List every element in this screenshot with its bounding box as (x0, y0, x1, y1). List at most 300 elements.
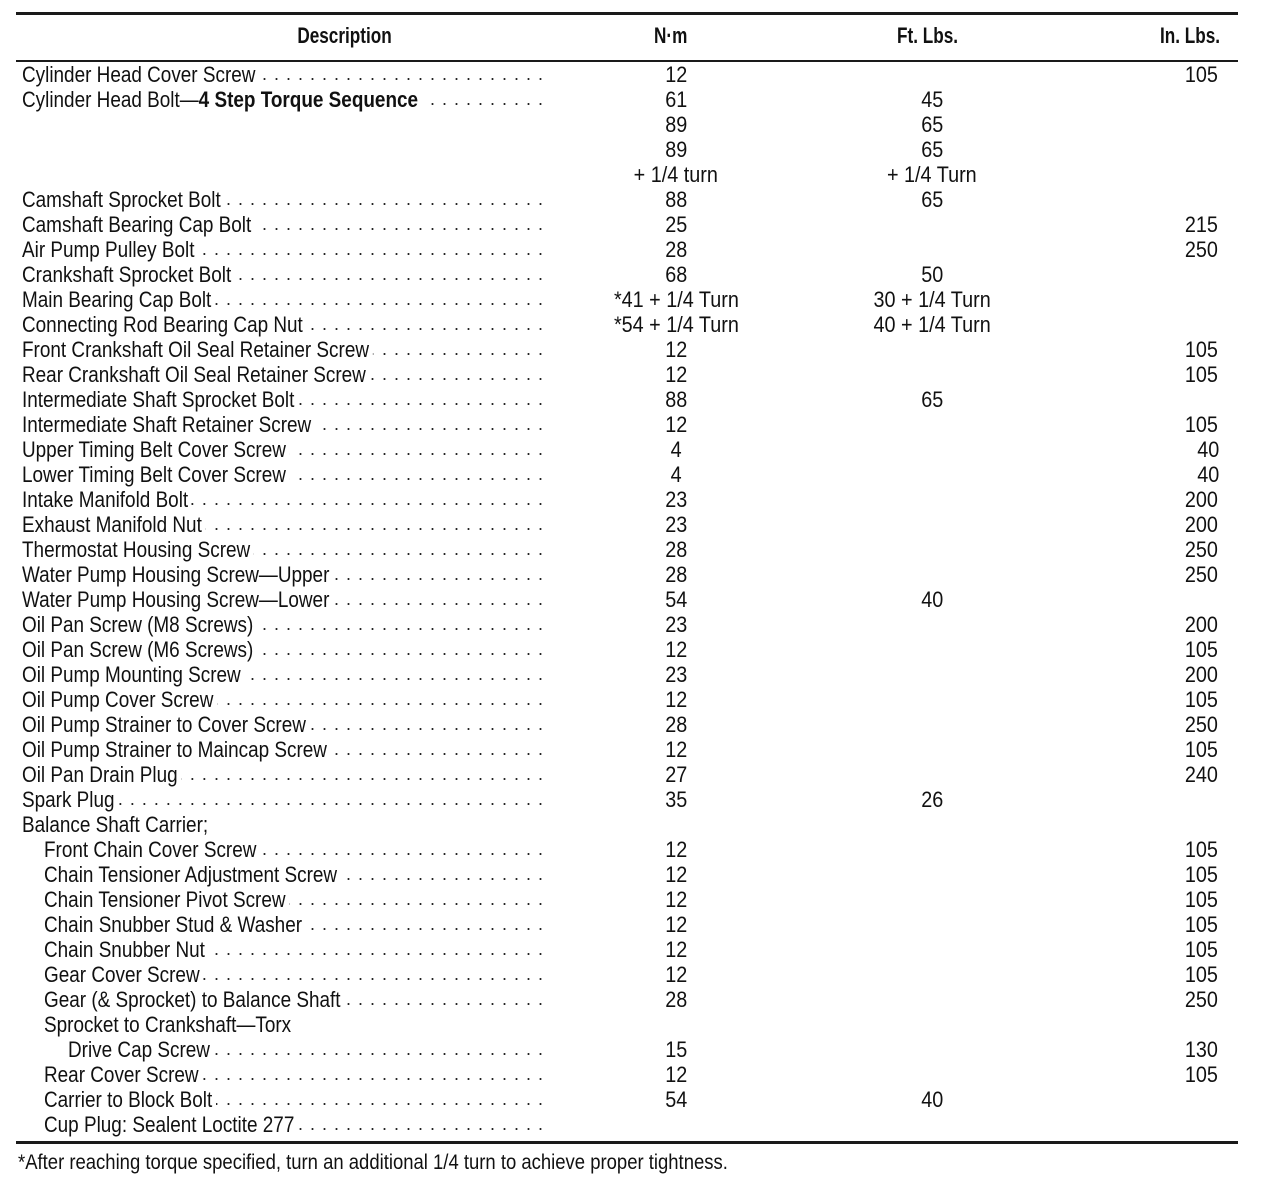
row-in-lbs-value (1110, 1087, 1220, 1112)
row-in-lbs-value (1110, 62, 1220, 87)
row-in-lbs-value (1110, 162, 1220, 187)
value-text: 250 (1185, 237, 1219, 262)
value-text: 12 (664, 637, 688, 662)
value-text: 105 (1185, 637, 1219, 662)
row-description-label: Sprocket to Crankshaft—Torx (44, 1012, 292, 1037)
row-description-label: Camshaft Sprocket Bolt (22, 187, 221, 212)
value-text: 200 (1185, 512, 1219, 537)
row-in-lbs-value (1110, 437, 1220, 462)
row-ft-lbs-value (832, 712, 1032, 737)
table-row (0, 87, 1264, 112)
value-text: 25 (664, 212, 688, 237)
header-ft-lbs: Ft. Lbs. (897, 23, 959, 48)
value-text: 40 (1196, 437, 1219, 462)
row-ft-lbs-value (832, 237, 1032, 262)
row-in-lbs-value (1110, 912, 1220, 937)
row-nm-value (576, 837, 776, 862)
row-in-lbs-value (1110, 612, 1220, 637)
row-description-text (44, 1012, 295, 1037)
row-ft-lbs-value (832, 612, 1032, 637)
row-description-label: Rear Crankshaft Oil Seal Retainer Screw (22, 362, 366, 387)
value-text: 12 (664, 862, 688, 887)
table-row (0, 1012, 1264, 1037)
row-ft-lbs-value (832, 487, 1032, 512)
row-description (22, 462, 544, 487)
row-description (22, 112, 544, 137)
row-description-label: Thermostat Housing Screw (22, 537, 251, 562)
row-in-lbs-value (1110, 287, 1220, 312)
value-text: 40 + 1/4 Turn (873, 312, 991, 337)
row-nm-value (576, 237, 776, 262)
row-ft-lbs-value (832, 987, 1032, 1012)
table-row (0, 962, 1264, 987)
table-row (0, 662, 1264, 687)
row-description-text (44, 887, 289, 912)
value-text: 23 (664, 662, 688, 687)
value-text: 12 (664, 887, 688, 912)
row-in-lbs-value (1110, 562, 1220, 587)
row-description (68, 1037, 544, 1062)
row-description (44, 987, 544, 1012)
row-in-lbs-value (1110, 837, 1220, 862)
value-text: 12 (664, 937, 688, 962)
row-description (22, 787, 544, 812)
row-in-lbs-value (1110, 362, 1220, 387)
value-text: 105 (1185, 337, 1219, 362)
table-row (0, 362, 1264, 387)
row-nm-value (576, 362, 776, 387)
value-text: 15 (664, 1037, 688, 1062)
table-row (0, 387, 1264, 412)
row-description-label: Intermediate Shaft Retainer Screw (22, 412, 312, 437)
row-description-label: Chain Tensioner Adjustment Screw (44, 862, 338, 887)
row-description (44, 1112, 544, 1137)
row-nm-value (576, 862, 776, 887)
row-description-label: Chain Tensioner Pivot Screw (44, 887, 286, 912)
table-row (0, 237, 1264, 262)
row-description (22, 412, 544, 437)
row-description-label: Front Chain Cover Screw (44, 837, 257, 862)
row-description-text (22, 337, 372, 362)
value-text: 105 (1185, 962, 1219, 987)
value-text: 54 (664, 1087, 688, 1112)
value-text: 240 (1185, 762, 1219, 787)
row-ft-lbs-value (832, 1087, 1032, 1112)
row-ft-lbs-value (832, 137, 1032, 162)
row-in-lbs-value (1110, 712, 1220, 737)
row-description-label: Drive Cap Screw (68, 1037, 210, 1062)
row-description-text (22, 687, 217, 712)
row-description-text (22, 387, 298, 412)
value-text: 250 (1185, 562, 1219, 587)
row-ft-lbs-value (832, 587, 1032, 612)
table-row (0, 912, 1264, 937)
row-description-text (22, 637, 257, 662)
row-ft-lbs-value (832, 787, 1032, 812)
row-nm-value (576, 312, 776, 337)
row-nm-value (576, 112, 776, 137)
row-in-lbs-value (1110, 1037, 1220, 1062)
row-description-text (22, 737, 330, 762)
row-ft-lbs-value (832, 912, 1032, 937)
table-row (0, 1087, 1264, 1112)
value-text: 4 (670, 462, 682, 487)
row-ft-lbs-value (832, 1012, 1032, 1037)
table-row (0, 1037, 1264, 1062)
row-ft-lbs-value (832, 1062, 1032, 1087)
value-text: 105 (1185, 1062, 1219, 1087)
value-text: 65 (920, 112, 944, 137)
value-text: 12 (664, 62, 688, 87)
row-description-text (22, 287, 215, 312)
row-nm-value (576, 62, 776, 87)
row-description-label: Gear (& Sprocket) to Balance Shaft (44, 987, 341, 1012)
row-nm-value (576, 1037, 776, 1062)
table-row (0, 837, 1264, 862)
row-description-emphasis: 4 Step Torque Sequence (198, 87, 419, 112)
row-description-text (22, 437, 289, 462)
row-in-lbs-value (1110, 637, 1220, 662)
row-nm-value (576, 787, 776, 812)
row-description (44, 962, 544, 987)
row-description (22, 737, 544, 762)
row-description-text (44, 962, 203, 987)
value-text: 105 (1185, 62, 1219, 87)
value-text: 250 (1185, 987, 1219, 1012)
value-text: 105 (1185, 412, 1219, 437)
row-in-lbs-value (1110, 87, 1220, 112)
row-description (22, 387, 544, 412)
row-description (22, 637, 544, 662)
value-text: 89 (664, 137, 688, 162)
value-text: 28 (664, 537, 688, 562)
value-text: 200 (1185, 487, 1219, 512)
table-row (0, 487, 1264, 512)
row-description-label: Water Pump Housing Screw—Upper (22, 562, 330, 587)
row-description-text (22, 787, 118, 812)
row-nm-value (576, 287, 776, 312)
row-in-lbs-value (1110, 962, 1220, 987)
footnote-text: *After reaching torque specified, turn an additional 1/4 turn to achieve proper tightness. (18, 1151, 728, 1174)
row-description (22, 812, 544, 837)
row-ft-lbs-value (832, 412, 1032, 437)
row-in-lbs-value (1110, 212, 1220, 237)
row-description-label: Upper Timing Belt Cover Screw (22, 437, 286, 462)
row-description-text (44, 837, 260, 862)
row-ft-lbs-value (832, 937, 1032, 962)
row-description (22, 212, 544, 237)
row-nm-value (576, 887, 776, 912)
value-text: 45 (920, 87, 944, 112)
value-text: 105 (1185, 912, 1219, 937)
row-in-lbs-value (1110, 987, 1220, 1012)
row-nm-value (576, 912, 776, 937)
row-nm-value (576, 137, 776, 162)
row-description (22, 62, 544, 87)
row-description-text (22, 812, 212, 837)
row-description (44, 912, 544, 937)
row-description-label: Cup Plug: Sealent Loctite 277 (44, 1112, 295, 1137)
value-text: 28 (664, 987, 688, 1012)
row-in-lbs-value (1110, 587, 1220, 612)
row-nm-value (576, 212, 776, 237)
row-description-label: Carrier to Block Bolt (44, 1087, 213, 1112)
row-ft-lbs-value (832, 512, 1032, 537)
value-text: 250 (1185, 712, 1219, 737)
row-ft-lbs-value (832, 762, 1032, 787)
row-description (22, 312, 544, 337)
table-row (0, 162, 1264, 187)
row-in-lbs-value (1110, 187, 1220, 212)
value-text: 105 (1185, 837, 1219, 862)
row-description-label: Oil Pump Cover Screw (22, 687, 214, 712)
row-nm-value (576, 562, 776, 587)
row-description-label: Rear Cover Screw (44, 1062, 199, 1087)
value-text: 61 (664, 87, 688, 112)
row-in-lbs-value (1110, 662, 1220, 687)
row-description-label: Oil Pan Screw (M6 Screws) (22, 637, 254, 662)
table-row (0, 862, 1264, 887)
row-description (22, 362, 544, 387)
row-description-text (22, 462, 289, 487)
row-in-lbs-value (1110, 887, 1220, 912)
table-row (0, 62, 1264, 87)
table-row (0, 737, 1264, 762)
table-row (0, 1112, 1264, 1137)
value-text: *41 + 1/4 Turn (613, 287, 739, 312)
row-description (22, 262, 544, 287)
table-row (0, 687, 1264, 712)
table-row (0, 462, 1264, 487)
value-text: 40 (1196, 462, 1219, 487)
row-ft-lbs-value (832, 337, 1032, 362)
row-description (22, 512, 544, 537)
row-in-lbs-value (1110, 1012, 1220, 1037)
table-row (0, 987, 1264, 1012)
value-text: 12 (664, 912, 688, 937)
value-text: *54 + 1/4 Turn (613, 312, 739, 337)
table-row (0, 612, 1264, 637)
row-description (44, 1012, 544, 1037)
row-ft-lbs-value (832, 537, 1032, 562)
table-row (0, 287, 1264, 312)
row-in-lbs-value (1110, 762, 1220, 787)
row-description-text (22, 487, 192, 512)
row-description-text (22, 762, 181, 787)
row-ft-lbs-value (832, 287, 1032, 312)
value-text: 12 (664, 337, 688, 362)
row-nm-value (576, 337, 776, 362)
value-text: 65 (920, 137, 944, 162)
value-text: 23 (664, 512, 688, 537)
row-description-text (22, 62, 259, 87)
value-text: 105 (1185, 862, 1219, 887)
row-description (22, 562, 544, 587)
row-nm-value (576, 637, 776, 662)
row-description (22, 87, 544, 112)
row-in-lbs-value (1110, 237, 1220, 262)
row-description-label: Oil Pump Strainer to Maincap Screw (22, 737, 327, 762)
value-text: 40 (920, 587, 944, 612)
value-text: + 1/4 turn (633, 162, 719, 187)
row-nm-value (576, 712, 776, 737)
value-text: 26 (920, 787, 944, 812)
row-ft-lbs-value (832, 362, 1032, 387)
row-description-text (22, 662, 244, 687)
row-description-text (22, 512, 205, 537)
row-in-lbs-value (1110, 1062, 1220, 1087)
row-nm-value (576, 987, 776, 1012)
row-description (22, 337, 544, 362)
row-in-lbs-value (1110, 1112, 1220, 1137)
value-text: 105 (1185, 362, 1219, 387)
row-description-text (44, 1087, 216, 1112)
row-nm-value (576, 1112, 776, 1137)
row-in-lbs-value (1110, 512, 1220, 537)
value-text: 12 (664, 837, 688, 862)
row-description-label: Chain Snubber Stud & Washer (44, 912, 303, 937)
value-text: 65 (920, 387, 944, 412)
value-text: 105 (1185, 687, 1219, 712)
row-ft-lbs-value (832, 837, 1032, 862)
value-text: 50 (920, 262, 944, 287)
row-ft-lbs-value (832, 387, 1032, 412)
row-nm-value (576, 537, 776, 562)
row-description-label: Intermediate Shaft Sprocket Bolt (22, 387, 295, 412)
row-in-lbs-value (1110, 462, 1220, 487)
row-description-text (22, 712, 309, 737)
row-in-lbs-value (1110, 537, 1220, 562)
row-ft-lbs-value (832, 562, 1032, 587)
row-in-lbs-value (1110, 487, 1220, 512)
row-description (22, 587, 544, 612)
row-ft-lbs-value (832, 162, 1032, 187)
bottom-rule (16, 1141, 1238, 1144)
row-nm-value (576, 262, 776, 287)
row-description-label: Main Bearing Cap Bolt (22, 287, 212, 312)
row-nm-value (576, 937, 776, 962)
value-text: 12 (664, 412, 688, 437)
row-description-text (22, 562, 333, 587)
header-nm: N·m (654, 23, 688, 48)
row-in-lbs-value (1110, 787, 1220, 812)
value-text: 105 (1185, 887, 1219, 912)
value-text: 12 (664, 687, 688, 712)
row-in-lbs-value (1110, 262, 1220, 287)
row-in-lbs-value (1110, 687, 1220, 712)
table-row (0, 312, 1264, 337)
table-row (0, 587, 1264, 612)
row-ft-lbs-value (832, 687, 1032, 712)
row-description-text (22, 537, 254, 562)
value-text: 130 (1185, 1037, 1219, 1062)
table-row (0, 437, 1264, 462)
value-text: 40 (920, 1087, 944, 1112)
value-text: 89 (664, 112, 688, 137)
table-row (0, 512, 1264, 537)
value-text: 23 (664, 487, 688, 512)
value-text: 28 (664, 562, 688, 587)
row-description-label: Exhaust Manifold Nut (22, 512, 202, 537)
row-ft-lbs-value (832, 312, 1032, 337)
table-row (0, 812, 1264, 837)
row-description-text (44, 1112, 298, 1137)
value-text: 4 (670, 437, 682, 462)
row-description-label: Spark Plug (22, 787, 115, 812)
row-ft-lbs-value (832, 262, 1032, 287)
value-text: 200 (1185, 662, 1219, 687)
row-nm-value (576, 1012, 776, 1037)
row-description-text (44, 937, 208, 962)
header-description: Description (297, 23, 392, 48)
row-description-label: Oil Pump Strainer to Cover Screw (22, 712, 306, 737)
table-row (0, 412, 1264, 437)
row-description-label: Front Crankshaft Oil Seal Retainer Screw (22, 337, 370, 362)
table-row (0, 262, 1264, 287)
table-row (0, 337, 1264, 362)
row-ft-lbs-value (832, 187, 1032, 212)
table-row (0, 762, 1264, 787)
row-description-label: Connecting Rod Bearing Cap Nut (22, 312, 303, 337)
table-row (0, 887, 1264, 912)
row-nm-value (576, 412, 776, 437)
table-row (0, 937, 1264, 962)
value-text: 23 (664, 612, 688, 637)
row-in-lbs-value (1110, 862, 1220, 887)
row-description-label: Oil Pan Drain Plug (22, 762, 178, 787)
row-ft-lbs-value (832, 437, 1032, 462)
table-row (0, 137, 1264, 162)
row-description-text (22, 87, 422, 112)
value-text: 105 (1185, 937, 1219, 962)
table-row (0, 187, 1264, 212)
row-description (44, 862, 544, 887)
row-ft-lbs-value (832, 887, 1032, 912)
row-ft-lbs-value (832, 812, 1032, 837)
row-description-label: Lower Timing Belt Cover Screw (22, 462, 286, 487)
header-in-lbs: In. Lbs. (1160, 23, 1221, 48)
row-description-text (44, 987, 344, 1012)
row-in-lbs-value (1110, 137, 1220, 162)
value-text: 54 (664, 587, 688, 612)
top-rule (16, 12, 1238, 15)
row-description-text (22, 312, 306, 337)
row-description-text (68, 1037, 213, 1062)
row-in-lbs-value (1110, 112, 1220, 137)
row-in-lbs-value (1110, 937, 1220, 962)
table-row (0, 562, 1264, 587)
row-description (22, 612, 544, 637)
value-text: 105 (1185, 737, 1219, 762)
row-description-text (22, 587, 333, 612)
row-description-label: Water Pump Housing Screw—Lower (22, 587, 330, 612)
row-nm-value (576, 487, 776, 512)
row-description-text (22, 187, 224, 212)
value-text: 28 (664, 237, 688, 262)
value-text: 250 (1185, 537, 1219, 562)
row-description (22, 487, 544, 512)
footnote (18, 1150, 825, 1176)
table-row (0, 212, 1264, 237)
row-ft-lbs-value (832, 62, 1032, 87)
row-ft-lbs-value (832, 862, 1032, 887)
row-description-label: Cylinder Head Bolt— (22, 87, 199, 112)
table-row (0, 787, 1264, 812)
row-description-text (44, 912, 305, 937)
row-in-lbs-value (1110, 387, 1220, 412)
table-row (0, 112, 1264, 137)
row-ft-lbs-value (832, 962, 1032, 987)
